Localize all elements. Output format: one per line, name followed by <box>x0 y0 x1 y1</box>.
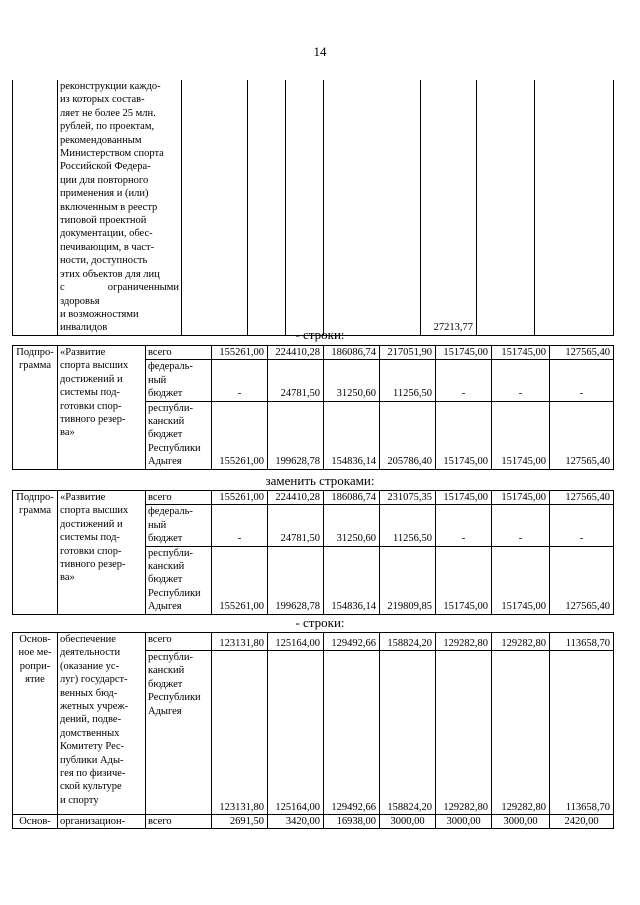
value-cell: 125164,00 <box>268 633 324 651</box>
page-number: 14 <box>313 44 327 59</box>
source-label: федераль- ный бюджет <box>146 360 212 401</box>
source-label: всего <box>146 346 212 360</box>
value-cell: 113658,70 <box>550 633 614 651</box>
row-name: «Развитие спорта высших достижений и системы под- готовки спор- тивного резер- ва» <box>58 491 146 615</box>
separator-lines-label-2: - строки: <box>295 615 345 630</box>
value-cell: 219809,85 <box>380 546 436 614</box>
value-cell: 129282,80 <box>492 651 550 815</box>
value-cell: - <box>436 360 492 401</box>
source-cell <box>182 80 248 335</box>
value-cell: 217051,90 <box>380 346 436 360</box>
value-cell <box>248 80 286 335</box>
value-cell: - <box>550 505 614 546</box>
source-label: республи- канский бюджет Республики Адыгея <box>146 546 212 614</box>
value-cell: - <box>436 505 492 546</box>
value-cell: 155261,00 <box>212 491 268 505</box>
separator-lines-label: - строки: <box>295 327 345 342</box>
value-cell <box>477 80 535 335</box>
value-cell <box>535 80 614 335</box>
source-label: республи- канский бюджет Республики Адыгея <box>146 401 212 469</box>
value-cell: 3000,00 <box>436 815 492 829</box>
value-cell: 151745,00 <box>436 546 492 614</box>
value-cell: 31250,60 <box>324 360 380 401</box>
value-cell: 151745,00 <box>492 346 550 360</box>
value-cell: 129282,80 <box>436 633 492 651</box>
value-cell: 151745,00 <box>492 491 550 505</box>
value-cell: 129492,66 <box>324 651 380 815</box>
value-cell: 127565,40 <box>550 546 614 614</box>
value-cell: 113658,70 <box>550 651 614 815</box>
separator-replace-label: заменить строками: <box>265 473 375 488</box>
description-cell: реконструкции каждо- из которых состав- ляет не более 25 млн. рублей, по проектам, рекомендованным Министерством спорта Российской Федера- ции для повторного применения и (или) включенным в реестр типовой проектной документации, обес- печивающим, в част- ности, доступность этих объектов для лиц с ограниченными здоровья и возможностями инвалидов <box>58 80 182 335</box>
value-cell: 24781,50 <box>268 360 324 401</box>
source-label: федераль- ный бюджет <box>146 505 212 546</box>
value-cell: 151745,00 <box>492 546 550 614</box>
type-cell <box>13 80 58 335</box>
value-cell: 151745,00 <box>436 346 492 360</box>
value-cell: 16938,00 <box>324 815 380 829</box>
value-cell: 24781,50 <box>268 505 324 546</box>
value-cell: - <box>212 505 268 546</box>
value-cell: 3000,00 <box>380 815 436 829</box>
value-cell: 151745,00 <box>436 401 492 469</box>
value-cell: 155261,00 <box>212 546 268 614</box>
value-cell: 205786,40 <box>380 401 436 469</box>
value-cell: 151745,00 <box>436 491 492 505</box>
value-cell: 158824,20 <box>380 633 436 651</box>
table-third-rows <box>12 632 614 829</box>
value-cell: 155261,00 <box>212 346 268 360</box>
value-cell: - <box>550 360 614 401</box>
value-cell <box>324 80 421 335</box>
value-cell: 3420,00 <box>268 815 324 829</box>
value-cell: 127565,40 <box>550 401 614 469</box>
value-cell: 123131,80 <box>212 633 268 651</box>
table-old-rows <box>12 345 614 470</box>
row-name: организацион- <box>58 815 146 829</box>
value-cell: 129282,80 <box>492 633 550 651</box>
value-cell: 11256,50 <box>380 505 436 546</box>
value-cell: 231075,35 <box>380 491 436 505</box>
value-cell: 224410,28 <box>268 346 324 360</box>
row-type: Основ- ное ме- ропри- ятие <box>13 633 58 815</box>
source-label: республи- канский бюджет Республики Адыгея <box>146 651 212 815</box>
value-cell: 224410,28 <box>268 491 324 505</box>
value-cell: 11256,50 <box>380 360 436 401</box>
value-cell: 186086,74 <box>324 491 380 505</box>
value-cell: 129492,66 <box>324 633 380 651</box>
value-cell <box>286 80 324 335</box>
value-cell: 31250,60 <box>324 505 380 546</box>
value-cell: 199628,78 <box>268 401 324 469</box>
value-cell: 199628,78 <box>268 546 324 614</box>
value-cell: - <box>492 360 550 401</box>
table-continuation <box>12 80 614 336</box>
table-new-rows <box>12 490 614 615</box>
source-label: всего <box>146 491 212 505</box>
row-type: Подпро- грамма <box>13 346 58 470</box>
value-cell: - <box>212 360 268 401</box>
value-cell: 154836,14 <box>324 401 380 469</box>
value-cell: 129282,80 <box>436 651 492 815</box>
value-cell: 158824,20 <box>380 651 436 815</box>
row-type: Подпро- грамма <box>13 491 58 615</box>
value-cell: 154836,14 <box>324 546 380 614</box>
value-cell: 127565,40 <box>550 346 614 360</box>
source-label: всего <box>146 633 212 651</box>
value-cell: 2691,50 <box>212 815 268 829</box>
value-cell: 155261,00 <box>212 401 268 469</box>
source-label: всего <box>146 815 212 829</box>
value-cell: 123131,80 <box>212 651 268 815</box>
value-cell: 2420,00 <box>550 815 614 829</box>
row-type: Основ- <box>13 815 58 829</box>
row-name: обеспечение деятельности (оказание ус- луг) государст- венных бюд- жетных учреж- дений, подве- домственных Комитету Рес- публики Ады- гея по физиче- ской культуре и спорту <box>58 633 146 815</box>
value-cell: 125164,00 <box>268 651 324 815</box>
value-cell: 127565,40 <box>550 491 614 505</box>
value-cell: 186086,74 <box>324 346 380 360</box>
value-cell: - <box>492 505 550 546</box>
value-cell: 27213,77 <box>421 80 477 335</box>
row-name: «Развитие спорта высших достижений и системы под- готовки спор- тивного резер- ва» <box>58 346 146 470</box>
value-cell: 3000,00 <box>492 815 550 829</box>
value-cell: 151745,00 <box>492 401 550 469</box>
